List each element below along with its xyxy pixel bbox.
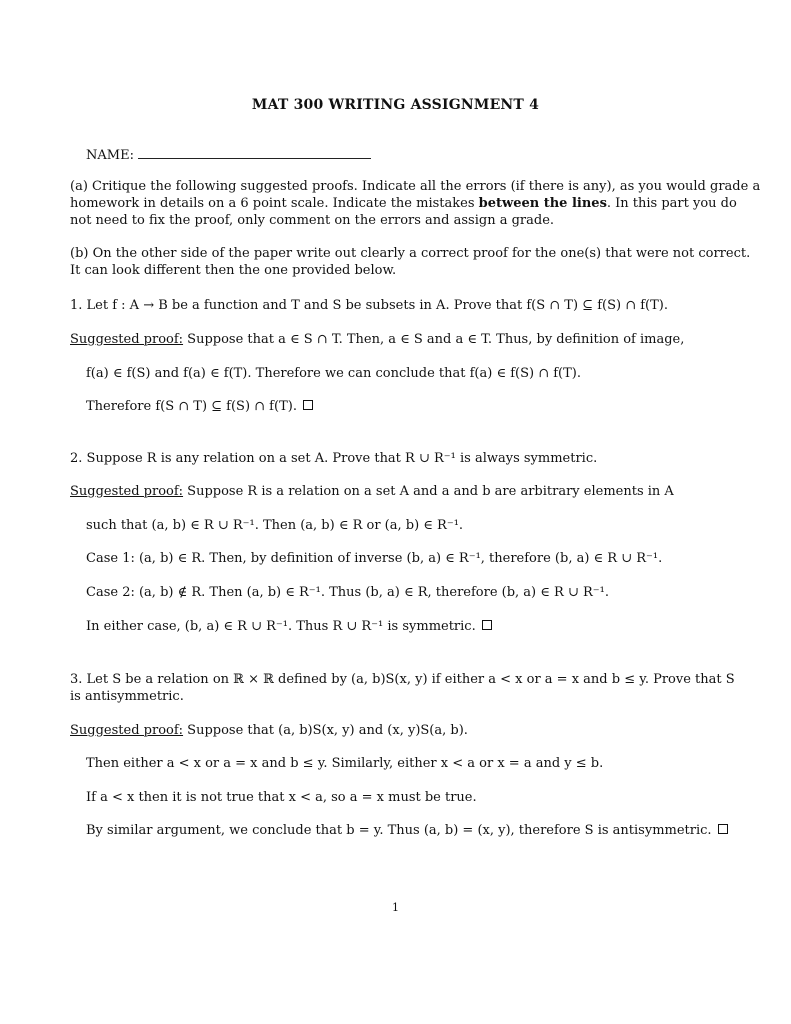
qed-box-icon <box>482 620 492 630</box>
problem-2-proof-text-1: Suppose R is a relation on a set A and a and b are arbitrary elements in A <box>183 484 674 499</box>
problem-3-proof-line-1 <box>70 722 468 739</box>
problem-3-proof-text-4: By similar argument, we conclude that b = y. Thus (a, b) = (x, y), therefore S is antisymmetric. <box>86 823 712 838</box>
problem-2-proof-line-4: Case 2: (a, b) ∉ R. Then (a, b) ∈ R⁻¹. Thus (b, a) ∈ R, therefore (b, a) ∈ R ∪ R⁻¹. <box>86 585 609 600</box>
name-label: NAME: <box>86 148 134 163</box>
instruction-a-bold-phrase: between the lines <box>478 196 607 211</box>
problem-1-proof-line-1 <box>70 331 684 348</box>
problem-1-proof-text-1: Suppose that a ∈ S ∩ T. Then, a ∈ S and a ∈ T. Thus, by definition of image, <box>183 332 685 347</box>
problem-2-proof-text-5: In either case, (b, a) ∈ R ∪ R⁻¹. Thus R ∪ R⁻¹ is symmetric. <box>86 619 476 634</box>
problem-1-proof-label: Suggested proof: <box>70 332 184 347</box>
problem-1-statement: 1. Let f : A → B be a function and T and S be subsets in A. Prove that f(S ∩ T) ⊆ f(S) ∩ f(T). <box>70 298 668 313</box>
page-number: 1 <box>392 901 399 914</box>
name-blank-line <box>138 145 371 159</box>
instruction-a-line-3: not need to fix the proof, only comment on the errors and assign a grade. <box>70 213 555 228</box>
instruction-a-line-2-pre: homework in details on a 6 point scale. Indicate the mistakes <box>70 196 479 211</box>
problem-3-proof-line-3: If a < x then it is not true that x < a, so a = x must be true. <box>86 790 477 805</box>
problem-1-proof-text-3: Therefore f(S ∩ T) ⊆ f(S) ∩ f(T). <box>86 399 297 414</box>
name-field-row <box>86 145 371 164</box>
instruction-a-line-2-post: . In this part you do <box>606 196 737 211</box>
instruction-b-line-2: It can look different then the one provided below. <box>70 263 397 278</box>
problem-3-proof-label: Suggested proof: <box>70 723 184 738</box>
instruction-a-line-2 <box>70 195 737 212</box>
problem-2-statement: 2. Suppose R is any relation on a set A. Prove that R ∪ R⁻¹ is always symmetric. <box>70 451 598 466</box>
problem-3-statement-line-1: 3. Let S be a relation on ℝ × ℝ defined by (a, b)S(x, y) if either a < x or a = x and b ≤ y. Prove that S <box>70 672 735 687</box>
problem-2-proof-label: Suggested proof: <box>70 484 184 499</box>
page-title: MAT 300 WRITING ASSIGNMENT 4 <box>251 97 540 113</box>
problem-3-proof-line-4 <box>86 822 728 839</box>
instruction-a-line-1: (a) Critique the following suggested proofs. Indicate all the errors (if there is any), as you would grade a <box>70 179 761 194</box>
problem-1-proof-line-3 <box>86 398 313 415</box>
instruction-b-line-1: (b) On the other side of the paper write out clearly a correct proof for the one(s) that were not correct. <box>70 246 751 261</box>
problem-3-statement-line-2: is antisymmetric. <box>70 689 184 704</box>
problem-3-proof-text-1: Suppose that (a, b)S(x, y) and (x, y)S(a, b). <box>183 723 468 738</box>
problem-2-proof-line-5 <box>86 618 492 635</box>
qed-box-icon <box>303 400 313 410</box>
qed-box-icon <box>718 824 728 834</box>
problem-3-proof-line-2: Then either a < x or a = x and b ≤ y. Similarly, either x < a or x = a and y ≤ b. <box>86 756 604 771</box>
problem-2-proof-line-1 <box>70 483 674 500</box>
problem-2-proof-line-3: Case 1: (a, b) ∈ R. Then, by definition of inverse (b, a) ∈ R⁻¹, therefore (b, a) ∈ R ∪ R⁻¹. <box>86 551 663 566</box>
problem-1-proof-line-2: f(a) ∈ f(S) and f(a) ∈ f(T). Therefore we can conclude that f(a) ∈ f(S) ∩ f(T). <box>86 366 581 381</box>
problem-2-proof-line-2: such that (a, b) ∈ R ∪ R⁻¹. Then (a, b) ∈ R or (a, b) ∈ R⁻¹. <box>86 518 464 533</box>
